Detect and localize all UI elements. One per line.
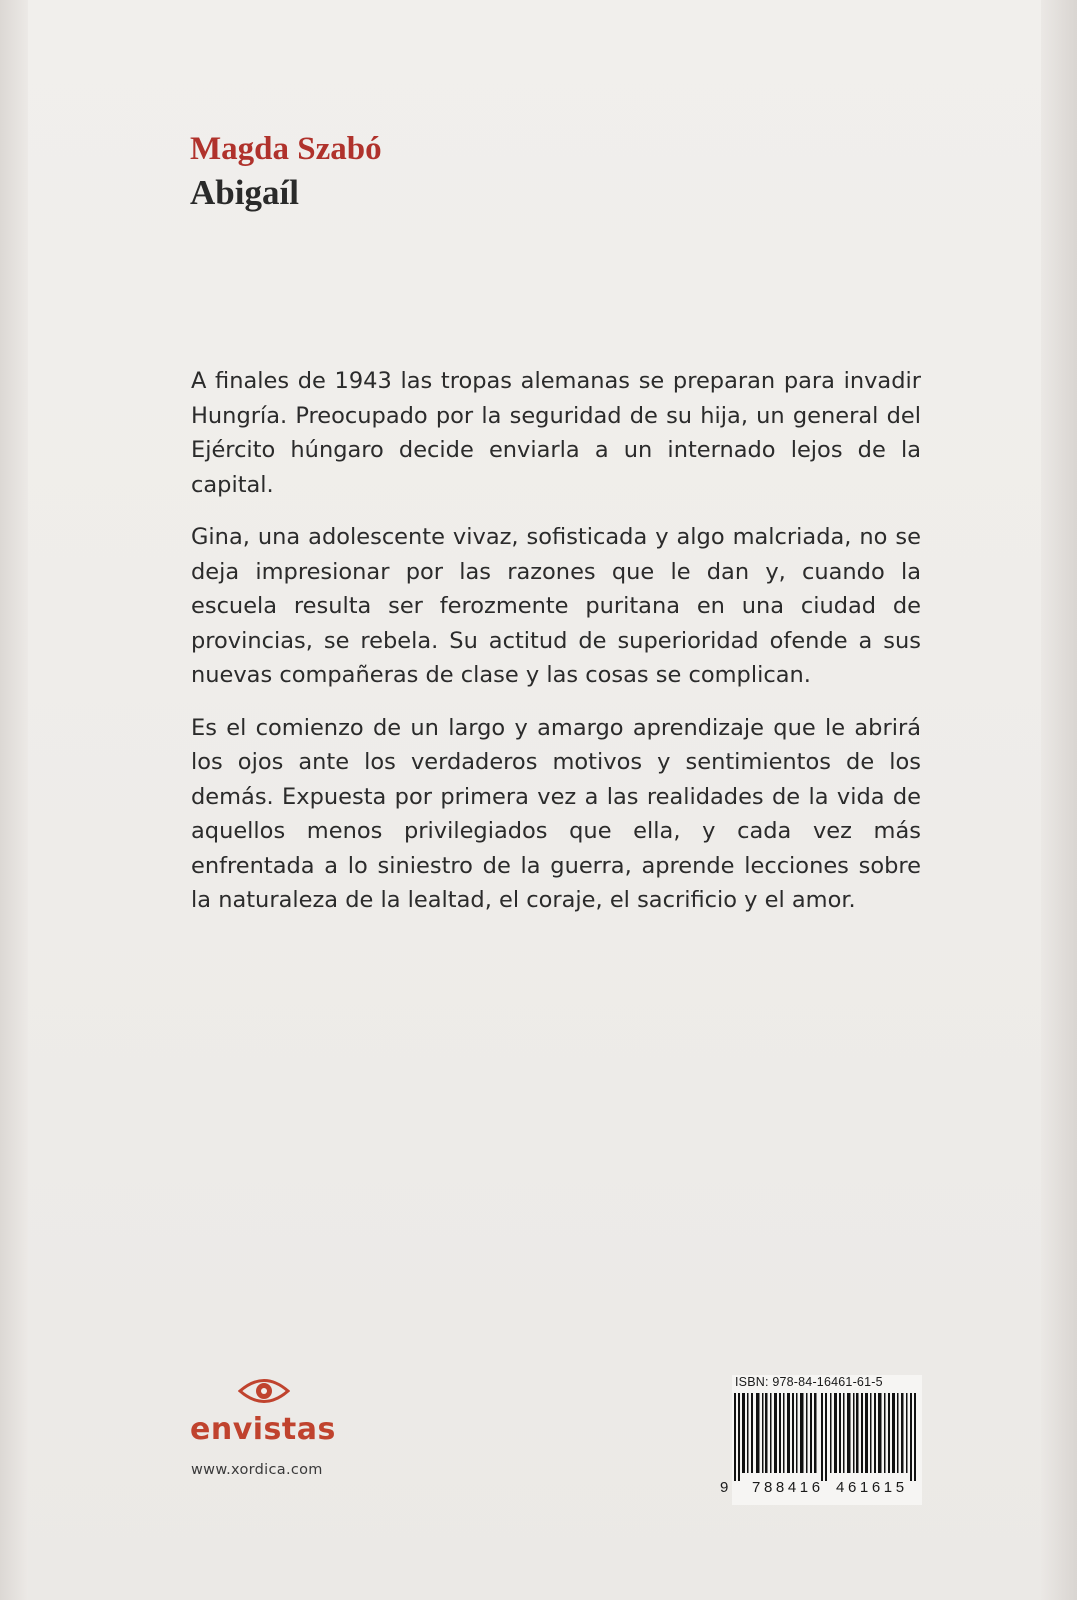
synopsis-paragraph-2: Gina, una adolescente vivaz, sofisticada y algo malcriada, no se deja impresionar por las razones que le dan y, cuando la escuela resulta ser ferozmente puritana en una ciudad de provincias, se rebela. Su actitud de superioridad ofende a sus nuevas compañeras de clase y las cosas se complican. [191,524,921,688]
barcode-bars [732,1393,922,1481]
ean-first-digit: 9 [720,1479,729,1496]
isbn-label: ISBN: 978-84-16461-61-5 [735,1375,883,1389]
ean-right-group: 461615 [836,1479,908,1496]
synopsis [191,364,921,936]
publisher-name: envistas [190,1412,336,1447]
eye-icon [238,1374,290,1408]
book-title: Abigaíl [190,173,299,212]
synopsis-paragraph-3: Es el comienzo de un largo y amargo aprendizaje que le abrirá los ojos ante los verdaderos motivos y sentimientos de los demás. Expuesta por primera vez a las realidades de la vida de aquellos menos privilegiados que ella, y cada vez más enfrentada a lo siniestro de la guerra, aprende lecciones sobre la naturaleza de la lealtad, el coraje, el sacrificio y el amor. [191,714,921,913]
publisher-website: www.xordica.com [191,1462,323,1478]
cover-left-edge [0,0,28,1600]
cover-right-edge [1041,0,1077,1600]
ean-left-group: 788416 [752,1479,824,1496]
author-name: Magda Szabó [190,131,382,167]
synopsis-paragraph-1: A finales de 1943 las tropas alemanas se preparan para invadir Hungría. Preocupado por la seguridad de su hija, un general del Ejército húngaro decide enviarla a un internado lejos de la capital. [191,368,921,498]
barcode [720,1375,922,1505]
publisher-logo [190,1370,360,1510]
